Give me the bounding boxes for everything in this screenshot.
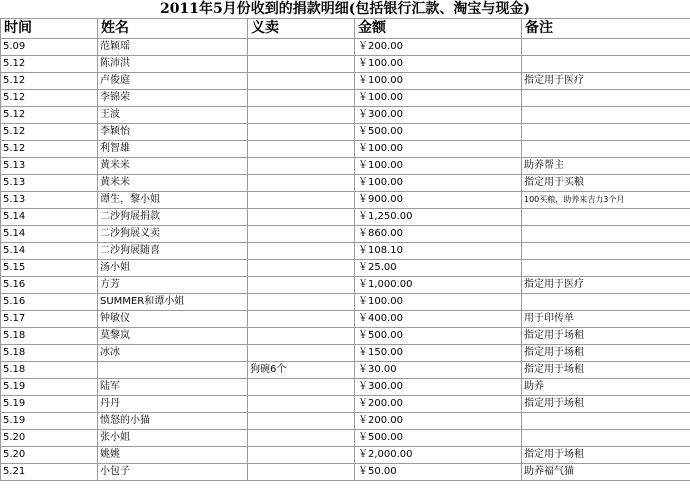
cell-amount: ￥500.00 [355,430,522,447]
cell-amount: ￥100.00 [355,141,522,158]
cell-amount: ￥2,000.00 [355,447,522,464]
cell-time: 5.12 [1,141,98,158]
cell-sale [248,39,355,56]
cell-amount: ￥100.00 [355,294,522,311]
cell-amount: ￥108.10 [355,243,522,260]
cell-note [522,430,690,447]
cell-sale [248,447,355,464]
cell-note: 指定用于医疗 [522,277,690,294]
cell-name: 莫黎岚 [98,328,248,345]
cell-time: 5.20 [1,447,98,464]
cell-note [522,90,690,107]
cell-sale [248,124,355,141]
cell-sale [248,56,355,73]
cell-time: 5.16 [1,277,98,294]
cell-note: 指定用于场租 [522,362,690,379]
cell-amount: ￥150.00 [355,345,522,362]
cell-sale [248,379,355,396]
cell-note [522,107,690,124]
cell-name: 小包子 [98,464,248,481]
cell-name: 黄米米 [98,158,248,175]
cell-amount: ￥900.00 [355,192,522,209]
cell-note [522,413,690,430]
cell-time: 5.15 [1,260,98,277]
cell-sale [248,396,355,413]
cell-name: 二沙狗展捐款 [98,209,248,226]
cell-amount: ￥200.00 [355,413,522,430]
cell-note [522,243,690,260]
cell-amount: ￥400.00 [355,311,522,328]
cell-name: 黄米米 [98,175,248,192]
cell-sale [248,464,355,481]
cell-time: 5.13 [1,158,98,175]
cell-name: 二沙狗展随喜 [98,243,248,260]
cell-time: 5.21 [1,464,98,481]
cell-sale [248,311,355,328]
table-row [1,192,690,209]
table-row [1,124,690,141]
cell-sale [248,413,355,430]
cell-amount: ￥25.00 [355,260,522,277]
cell-name: 陆军 [98,379,248,396]
cell-time: 5.16 [1,294,98,311]
cell-note [522,260,690,277]
cell-note [522,294,690,311]
table-row [1,294,690,311]
cell-sale [248,277,355,294]
cell-sale [248,209,355,226]
table-row [1,260,690,277]
table-row [1,345,690,362]
table-row [1,396,690,413]
cell-time: 5.12 [1,56,98,73]
cell-time: 5.19 [1,379,98,396]
cell-time: 5.19 [1,413,98,430]
table-row [1,73,690,90]
table-body [1,39,690,481]
cell-amount: ￥100.00 [355,56,522,73]
header-time: 时间 [1,19,98,39]
table-row [1,175,690,192]
cell-name: 丹丹 [98,396,248,413]
table-row [1,39,690,56]
header-sale: 义卖 [248,19,355,39]
cell-sale [248,260,355,277]
cell-amount: ￥100.00 [355,175,522,192]
cell-time: 5.18 [1,362,98,379]
cell-note: 助养帮主 [522,158,690,175]
cell-amount: ￥100.00 [355,73,522,90]
cell-time: 5.12 [1,73,98,90]
cell-note [522,56,690,73]
cell-amount: ￥1,250.00 [355,209,522,226]
cell-note [522,39,690,56]
cell-time: 5.19 [1,396,98,413]
cell-sale [248,243,355,260]
cell-name: 汤小姐 [98,260,248,277]
cell-name: 李锦荣 [98,90,248,107]
cell-name: 李颖怡 [98,124,248,141]
table-row [1,277,690,294]
cell-note: 指定用于买粮 [522,175,690,192]
cell-sale [248,430,355,447]
cell-amount: ￥100.00 [355,90,522,107]
table-row [1,209,690,226]
cell-time: 5.13 [1,175,98,192]
cell-sale [248,226,355,243]
cell-time: 5.18 [1,328,98,345]
cell-note: 用于印传单 [522,311,690,328]
cell-note: 指定用于场租 [522,396,690,413]
cell-amount: ￥200.00 [355,396,522,413]
cell-note: 指定用于场租 [522,328,690,345]
cell-time: 5.13 [1,192,98,209]
cell-sale [248,107,355,124]
table-row [1,56,690,73]
table-row [1,430,690,447]
cell-note [522,209,690,226]
cell-name: 二沙狗展义卖 [98,226,248,243]
cell-amount: ￥200.00 [355,39,522,56]
cell-sale [248,90,355,107]
cell-note: 指定用于医疗 [522,73,690,90]
cell-time: 5.12 [1,124,98,141]
table-row [1,90,690,107]
cell-note [522,141,690,158]
table-row [1,362,690,379]
table-row [1,141,690,158]
cell-sale: 狗碗6个 [248,362,355,379]
cell-sale [248,345,355,362]
cell-time: 5.17 [1,311,98,328]
cell-name [98,362,248,379]
cell-name: 姚姚 [98,447,248,464]
header-name: 姓名 [98,19,248,39]
cell-name: 谭生，黎小姐 [98,192,248,209]
cell-note [522,226,690,243]
cell-time: 5.09 [1,39,98,56]
cell-amount: ￥500.00 [355,328,522,345]
cell-amount: ￥100.00 [355,158,522,175]
sheet-title: 2011年5月份收到的捐款明细(包括银行汇款、淘宝与现金) [160,1,530,17]
cell-sale [248,294,355,311]
header-row [1,19,690,39]
cell-time: 5.12 [1,107,98,124]
table-row [1,107,690,124]
table-row [1,413,690,430]
cell-amount: ￥1,000.00 [355,277,522,294]
cell-amount: ￥500.00 [355,124,522,141]
cell-name: 钟敏仪 [98,311,248,328]
cell-name: 方芳 [98,277,248,294]
cell-name: 范颖瑶 [98,39,248,56]
cell-sale [248,141,355,158]
cell-name: 卢俊庭 [98,73,248,90]
cell-note: 助养 [522,379,690,396]
cell-time: 5.18 [1,345,98,362]
header-amount: 金额 [355,19,522,39]
table-row [1,158,690,175]
donation-table [0,18,690,481]
cell-name: SUMMER和谭小姐 [98,294,248,311]
table-row [1,464,690,481]
cell-sale [248,158,355,175]
cell-note: 100买粮，助养来吉力3个月 [522,192,690,209]
table-row [1,226,690,243]
cell-time: 5.14 [1,226,98,243]
cell-name: 张小姐 [98,430,248,447]
cell-name: 愤怒的小猫 [98,413,248,430]
table-row [1,328,690,345]
cell-note [522,124,690,141]
table-row [1,447,690,464]
cell-name: 王波 [98,107,248,124]
table-row [1,311,690,328]
cell-amount: ￥30.00 [355,362,522,379]
cell-amount: ￥50.00 [355,464,522,481]
cell-time: 5.12 [1,90,98,107]
cell-time: 5.14 [1,243,98,260]
cell-amount: ￥860.00 [355,226,522,243]
cell-sale [248,175,355,192]
table-row [1,379,690,396]
cell-sale [248,328,355,345]
cell-amount: ￥300.00 [355,107,522,124]
header-note: 备注 [522,19,690,39]
cell-name: 陈沛洪 [98,56,248,73]
cell-sale [248,192,355,209]
cell-amount: ￥300.00 [355,379,522,396]
cell-time: 5.14 [1,209,98,226]
cell-sale [248,73,355,90]
table-row [1,243,690,260]
cell-note: 助养福气猫 [522,464,690,481]
cell-name: 利智雄 [98,141,248,158]
cell-note: 指定用于场租 [522,345,690,362]
cell-name: 冰冰 [98,345,248,362]
cell-time: 5.20 [1,430,98,447]
cell-note: 指定用于场租 [522,447,690,464]
